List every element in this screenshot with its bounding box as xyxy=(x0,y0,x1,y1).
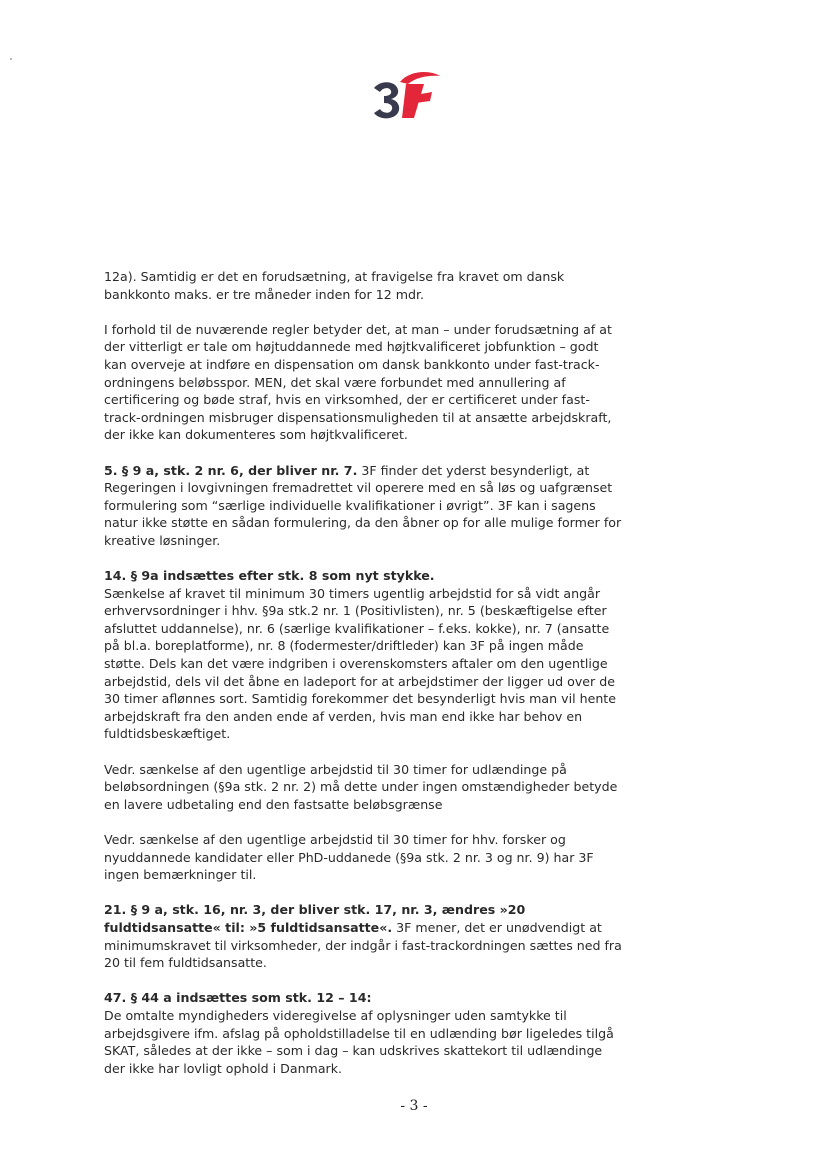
section-5 xyxy=(104,462,624,550)
section-14 xyxy=(104,567,624,743)
paragraph-text: Vedr. sænkelse af den ugentlige arbejdstid til 30 timer for hhv. forsker og nyuddannede kandidater eller PhD-uddanede (§9a stk. 2 nr. 3 og nr. 9) har 3F ingen bemærkninger til. xyxy=(104,832,594,883)
section-heading: 14. § 9a indsættes efter stk. 8 som nyt stykke. xyxy=(104,568,435,584)
paragraph-text: Sænkelse af kravet til minimum 30 timers ugentlig arbejdstid for så vidt angår erhvervsordninger i hhv. §9a stk.2 nr. 1 (Positivlisten), nr. 5 (beskæftigelse efter afsluttet uddannelse), nr. 6 (særlige kvalifikationer – f.eks. kokke), nr. 7 (ansatte på bl.a. boreplatforme), nr. 8 (fodermester/driftleder) kan 3F på ingen måde støtte. Dels kan det være indgriben i overenskomsters aftaler om den ugentlige arbejdstid, dels vil det åbne en ladeport for at arbejdstimer der ligger ud over de 30 timer aflønnes sort. Samtidig forekommer det besynderligt hvis man vil hente arbejdskraft fra den anden ende af verden, hvis man end ikke har behov en fuldtidsbeskæftiget. xyxy=(104,585,616,742)
section-47 xyxy=(104,989,624,1077)
paragraph-text: 12a). Samtidig er det en forudsætning, at fravigelse fra kravet om dansk bankkonto maks. er tre måneder inden for 12 mdr. xyxy=(104,269,565,302)
paragraph-text: Vedr. sænkelse af den ugentlige arbejdstid til 30 timer for udlændinge på beløbsordningen (§9a stk. 2 nr. 2) må dette under ingen omstændigheder betyde en lavere udbetaling end den fastsatte beløbsgrænse xyxy=(104,761,618,812)
section-heading: 47. § 44 a indsættes som stk. 12 – 14: xyxy=(104,990,372,1006)
scan-speck xyxy=(10,58,12,60)
section-heading: 5. § 9 a, stk. 2 nr. 6, der bliver nr. 7. xyxy=(104,462,358,478)
paragraph-text: De omtalte myndigheders videregivelse af oplysninger uden samtykke til arbejdsgivere ifm. afslag på opholdstilladelse til en udlænding bør ligeledes tilgå SKAT, således at der ikke – som i dag – kan udskrives skattekort til udlændinge der ikke har lovligt ophold i Danmark. xyxy=(104,1007,614,1076)
section-heading: 21. § 9 a, stk. 16, nr. 3, der bliver stk. 17, nr. 3, ændres »20 fuldtidsansatte« til: »5 fuldtidsansatte«. xyxy=(104,902,526,935)
paragraph-bank-account xyxy=(104,268,624,303)
paragraph-text: 3F finder det yderst besynderligt, at Regeringen i lovgivningen fremadrettet vil operere med en så løs og uafgrænset formulering som “særlige individuelle kvalifikationer i øvrigt”. 3F kan i sagens natur ikke støtte en sådan formulering, da den åbner op for alle mulige former for kreative løsninger. xyxy=(104,462,622,548)
document-body xyxy=(104,268,624,1095)
section-21 xyxy=(104,901,624,971)
paragraph-researchers xyxy=(104,831,624,884)
paragraph-amount-scheme xyxy=(104,761,624,814)
page-number: - 3 - xyxy=(400,1098,428,1114)
paragraph-current-rules xyxy=(104,321,624,444)
3f-logo xyxy=(370,68,442,120)
paragraph-text: I forhold til de nuværende regler betyder det, at man – under forudsætning af at der vitterligt er tale om højtuddannede med højtkvalificeret jobfunktion – godt kan overveje at indføre en dispensation om dansk bankkonto under fast-track-ordningens beløbsspor. MEN, det skal være forbundet med annullering af certificering og bøde straf, hvis en virksomhed, der er certificeret under fast-track-ordningen misbruger dispensationsmuligheden til at ansætte arbejdskraft, der ikke kan dokumenteres som højtkvalificeret. xyxy=(104,321,612,443)
paragraph-text: 3F mener, det er unødvendigt at minimumskravet til virksomheder, der indgår i fast-trackordningen sættes ned fra 20 til fem fuldtidsansatte. xyxy=(104,919,622,971)
